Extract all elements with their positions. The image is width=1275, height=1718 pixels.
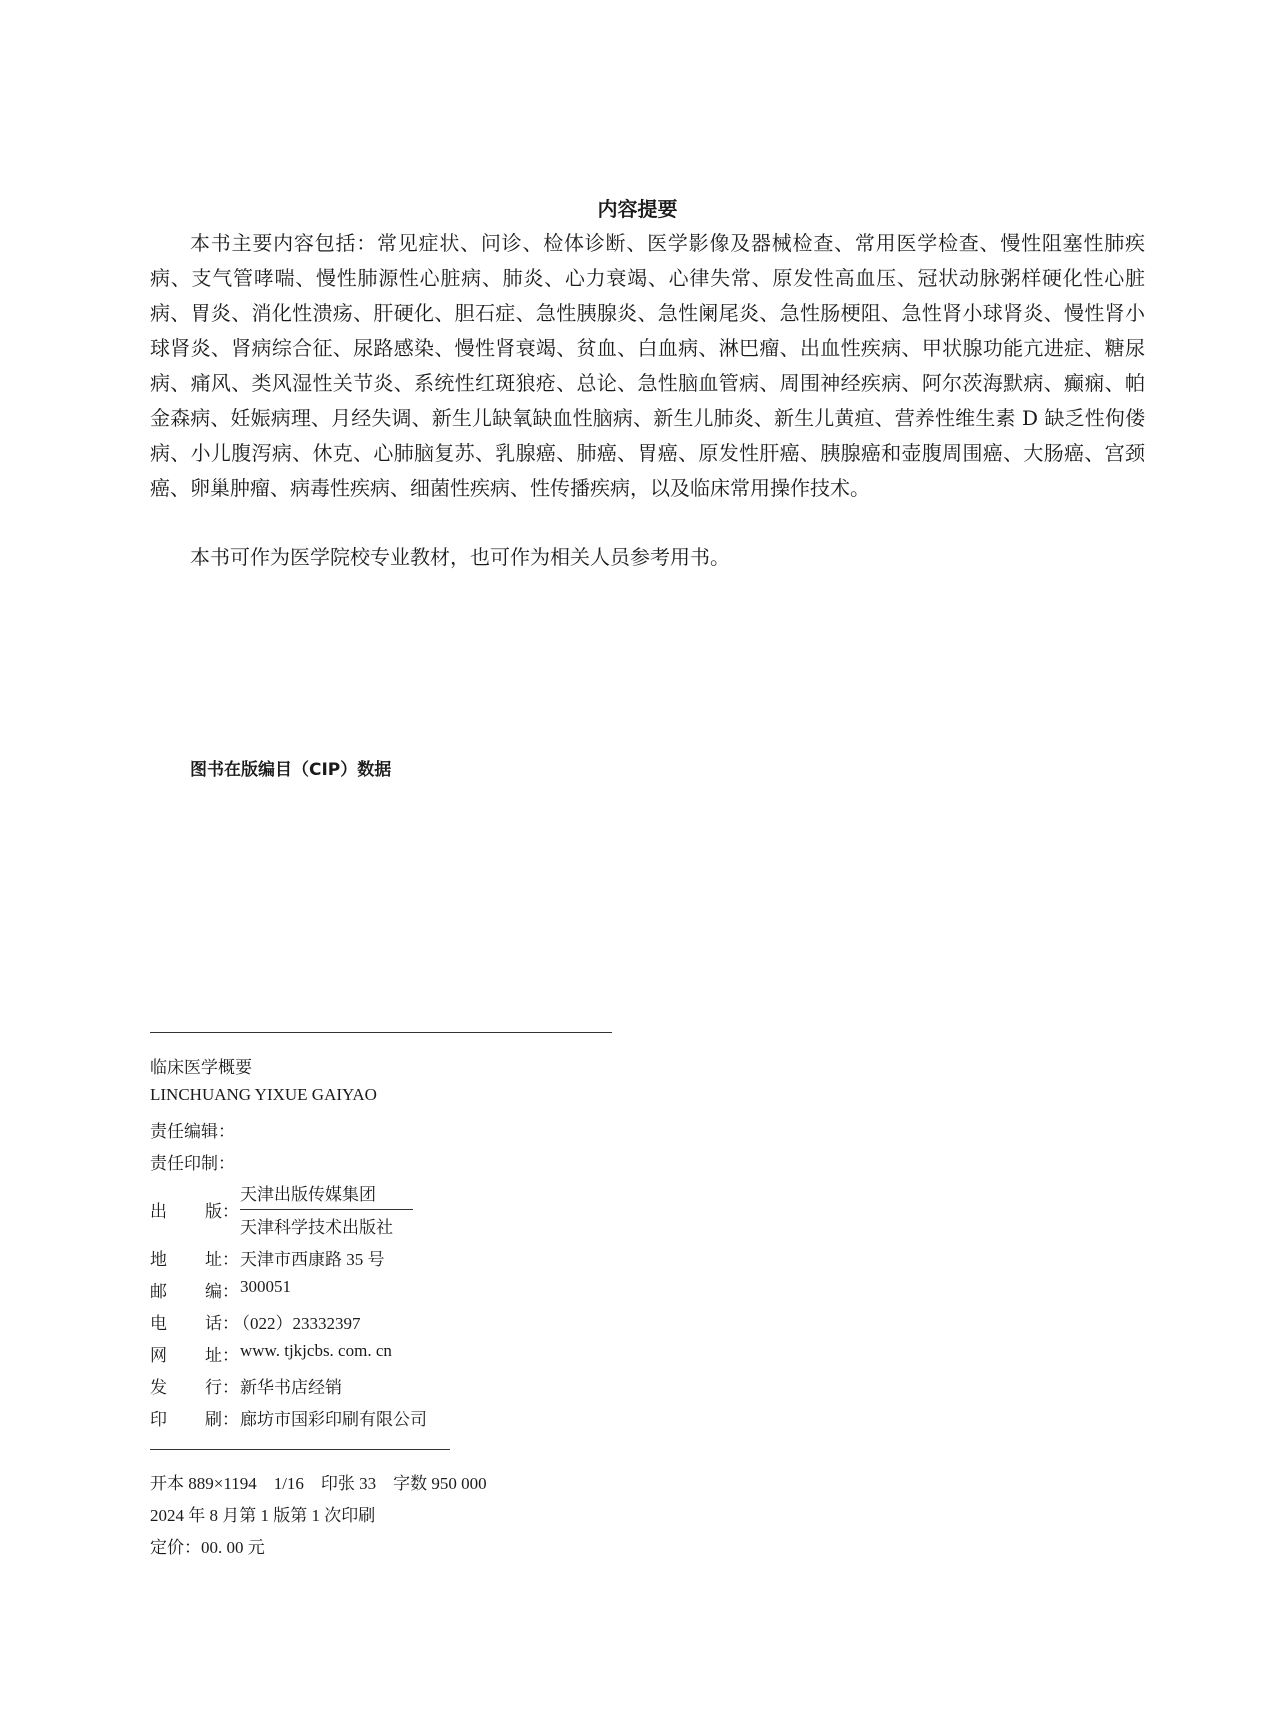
website-value: www. tjkjcbs. com. cn [240,1341,392,1360]
summary-paragraph-usage: 本书可作为医学院校专业教材，也可作为相关人员参考用书。 [190,545,730,569]
label-char: 地 [150,1250,167,1269]
colophon-mid-rule [150,1449,450,1450]
postcode-value: 300051 [240,1277,291,1296]
publisher-house: 天津科学技术出版社 [240,1218,393,1237]
summary-paragraph-contents: 本书主要内容包括：常见症状、问诊、检体诊断、医学影像及器械检查、常用医学检查、慢性阻塞性肺疾病、支气管哮喘、慢性肺源性心脏病、肺炎、心力衰竭、心律失常、原发性高血压、冠状动脉粥样硬化性心脏病、胃炎、消化性溃疡、肝硬化、胆石症、急性胰腺炎、急性阑尾炎、急性肠梗阻、急性肾小球肾炎、慢性肾小球肾炎、肾病综合征、尿路感染、慢性肾衰竭、贫血、白血病、淋巴瘤、出血性疾病、甲状腺功能亢进症、糖尿病、痛风、类风湿性关节炎、系统性红斑狼疮、总论、急性脑血管病、周围神经疾病、阿尔茨海默病、癫痫、帕金森病、妊娠病理、月经失调、新生儿缺氧缺血性脑病、新生儿肺炎、新生儿黄疸、营养性维生素 D 缺乏性佝偻病、小儿腹泻病、休克、心肺脑复苏、乳腺癌、肺癌、胃癌、原发性肝癌、胰腺癌和壶腹周围癌、大肠癌、宫颈癌、卵巢肿瘤、病毒性疾病、细菌性疾病、性传播疾病，以及临床常用操作技术。 [150,231,1145,500]
address-value: 天津市西康路 35 号 [240,1250,385,1269]
distributor-value: 新华书店经销 [240,1378,342,1397]
summary-heading: 内容提要 [597,197,678,221]
label-char: 址： [205,1250,239,1269]
edition-info: 2024 年 8 月第 1 版第 1 次印刷 [150,1506,376,1525]
label-char: 行： [205,1378,239,1397]
label-char: 网 [150,1346,167,1365]
label-char: 编： [205,1282,239,1301]
label-char: 印 [150,1410,167,1429]
label-char: 电 [150,1314,167,1333]
responsible-printing: 责任印制： [150,1154,235,1173]
label-char: 邮 [150,1282,167,1301]
printer-value: 廊坊市国彩印刷有限公司 [240,1410,427,1429]
label-char: 址： [205,1346,239,1365]
book-title-pinyin: LINCHUANG YIXUE GAIYAO [150,1085,377,1104]
format-specs: 开本 889×1194 1/16 印张 33 字数 950 000 [150,1474,487,1493]
cip-heading: 图书在版编目（CIP）数据 [190,760,392,780]
publisher-group: 天津出版传媒集团 [240,1185,376,1204]
label-char: 出 [150,1202,167,1221]
book-title-cn: 临床医学概要 [150,1058,252,1077]
label-char: 版： [205,1202,239,1221]
publisher-divider [240,1209,413,1210]
label-char: 话： [205,1314,239,1333]
colophon-top-rule [150,1032,612,1033]
label-char: 发 [150,1378,167,1397]
phone-value: （022）23332397 [233,1314,361,1333]
price: 定价：00. 00 元 [150,1538,265,1557]
label-char: 刷： [205,1410,239,1429]
responsible-editor: 责任编辑： [150,1122,235,1141]
